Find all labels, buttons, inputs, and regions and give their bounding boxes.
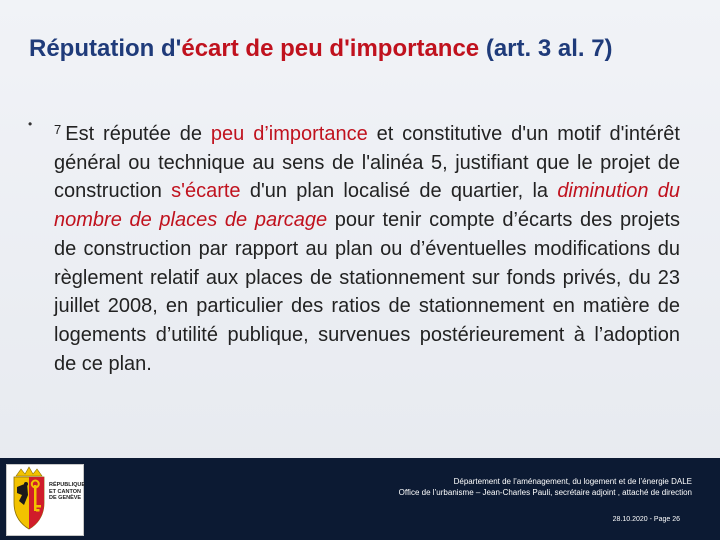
- footer-department: Département de l’aménagement, du logement et de l’énergie DALE: [453, 477, 692, 486]
- crest-text: [49, 482, 85, 502]
- title-part2: (art. 3 al. 7): [479, 35, 613, 62]
- slide-title: [29, 34, 669, 64]
- crest-line-2: ET CANTON: [49, 488, 81, 495]
- slide-footer: [0, 458, 720, 540]
- text-segment-3: d'un plan localisé de quartier, la: [240, 180, 558, 203]
- geneva-crest-logo: [6, 464, 84, 536]
- article-paragraph: [54, 116, 680, 378]
- crest-line-3: DE GENÈVE: [49, 495, 82, 501]
- paragraph-number: 7: [54, 122, 62, 137]
- text-segment-4: pour tenir compte d’écarts des projets de construction par rapport au plan ou d’éventuelles modifications du règlement relatif aux places de stationnement sur fonds privés, du 23 juillet 2008, en particulier des ratios de stationnement en matière de logements d’utilité publique, survenues postérieurement à l’adoption de ce plan.: [54, 209, 680, 375]
- crest-line-1: RÉPUBLIQUE: [49, 482, 86, 488]
- text-segment-2: et constitutive d'un motif d'intérêt général ou technique au sens de l'alinéa 5, justifiant que le projet de construction: [54, 123, 680, 203]
- footer-office: Office de l’urbanisme – Jean-Charles Pauli, secrétaire adjoint , attaché de direction: [398, 488, 692, 497]
- emphasis-diminution-places: diminution du nombre de places de parcage: [54, 180, 681, 232]
- title-part1: Réputation d': [29, 35, 182, 62]
- emphasis-s-ecarte: s'écarte: [171, 180, 241, 203]
- title-highlight: écart de peu d'importance: [181, 35, 480, 62]
- emphasis-peu-importance: peu d’importance: [210, 123, 368, 145]
- bullet-marker: •: [28, 117, 33, 131]
- footer-date-page: 28.10.2020 - Page 26: [612, 516, 680, 523]
- text-segment-1: Est réputée de: [65, 123, 211, 145]
